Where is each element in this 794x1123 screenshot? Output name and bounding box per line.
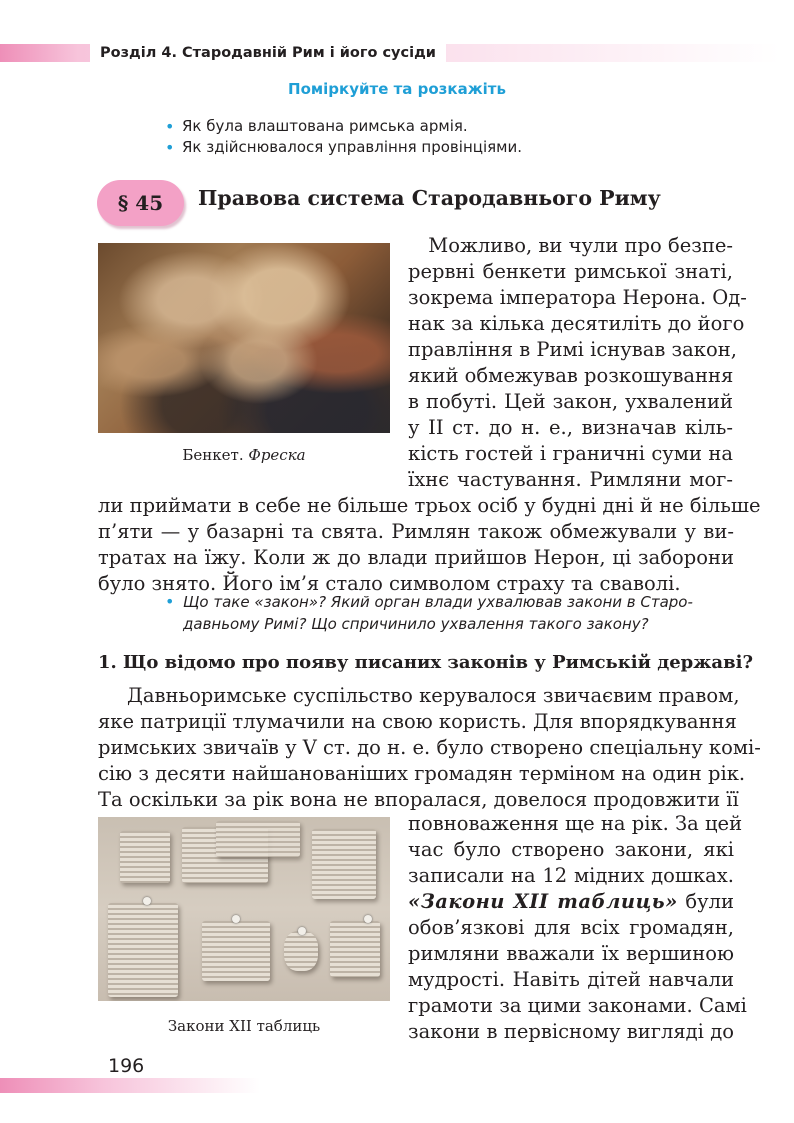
pin-icon xyxy=(364,915,372,923)
text-line: Давньоримське суспільство керувалося звичаєвим правом, xyxy=(127,684,740,707)
text-line: було знято. Його ім’я стало символом страху та сваволі. xyxy=(98,572,681,595)
text-line: закони в первісному вигляді до xyxy=(408,1020,734,1043)
section-badge: § 45 xyxy=(97,180,184,226)
text-line-with-term: «Закони XII таблиць» були xyxy=(408,890,734,913)
text-line: Можливо, ви чули про безпе- xyxy=(428,234,733,257)
figure-caption-tables: Закони XII таблиць xyxy=(167,1017,321,1035)
text-line: грамоти за цими законами. Самі xyxy=(408,994,747,1017)
text-line: Та оскільки за рік вона не впоралася, довелося продовжити її xyxy=(98,788,739,811)
tablet xyxy=(108,903,178,997)
chapter-title: Розділ 4. Стародавній Рим і його сусіди xyxy=(90,44,446,62)
tablet xyxy=(120,831,170,883)
pin-icon xyxy=(143,897,151,905)
bullet-icon: • xyxy=(165,592,175,611)
figure-caption-banquet: Бенкет. Фреска xyxy=(182,446,306,464)
list-item-text: Як здійснювалося управління провінціями. xyxy=(182,138,522,156)
text-line: зокрема імператора Нерона. Од- xyxy=(408,286,747,309)
tablet xyxy=(312,829,376,899)
banquet-fresco-image xyxy=(98,243,390,433)
pin-icon xyxy=(232,915,240,923)
term-twelve-tables: «Закони XII таблиць» xyxy=(408,890,678,913)
page-number: 196 xyxy=(108,1055,145,1077)
tablet xyxy=(202,921,270,981)
section-title: Правова система Стародавнього Риму xyxy=(198,186,661,210)
tablet xyxy=(216,821,300,857)
text-line: час було створено закони, які xyxy=(408,838,734,861)
text-line: обов’язкові для всіх громадян, xyxy=(408,916,734,939)
bullet-icon: • xyxy=(165,138,175,157)
text-line: нак за кілька десятиліть до його xyxy=(408,312,745,335)
text-line: записали на 12 мідних дошках. xyxy=(408,864,734,887)
text-line: римляни вважали їх вершиною xyxy=(408,942,734,965)
text-line: їхнє частування. Римляни мог- xyxy=(408,468,733,491)
text-line: кість гостей і граничні суми на xyxy=(408,442,733,465)
text-line: у II ст. до н. е., визначав кіль- xyxy=(408,416,733,439)
pin-icon xyxy=(298,927,306,935)
text-line: мудрості. Навіть дітей навчали xyxy=(408,968,734,991)
think-list xyxy=(165,116,522,158)
list-item xyxy=(165,137,522,158)
text-line: повноваження ще на рік. За цей xyxy=(408,812,743,835)
tablet xyxy=(330,921,380,977)
think-title: Поміркуйте та розкажіть xyxy=(288,80,506,98)
question-line: Що таке «закон»? Який орган влади ухвалював закони в Старо- xyxy=(183,593,693,611)
text-line: тратах на їжу. Коли ж до влади прийшов Нерон, ці заборони xyxy=(98,546,734,569)
text-line: який обмежував розкошування xyxy=(408,364,734,387)
list-item-text: Як була влаштована римська армія. xyxy=(182,117,468,135)
bullet-icon: • xyxy=(165,117,175,136)
text-line: сію з десяти найшанованіших громадян терміном на один рік. xyxy=(98,762,746,785)
subsection-title: 1. Що відомо про появу писаних законів у Римській державі? xyxy=(98,652,753,673)
text-line: п’яти — у базарні та свята. Римлян також обмежували у ви- xyxy=(98,520,734,543)
text-line: яке патриції тлумачили на свою користь. Для впорядкування xyxy=(98,710,737,733)
text-line: римських звичаїв у V ст. до н. е. було створено спеціальну комі- xyxy=(98,736,761,759)
tablet xyxy=(284,931,318,971)
question-line: давньому Римі? Що спричинило ухвалення такого закону? xyxy=(183,615,649,633)
text-line: ли приймати в себе не більше трьох осіб у будні дні й не більше xyxy=(98,494,761,517)
twelve-tables-image xyxy=(98,817,390,1001)
footer-band xyxy=(0,1078,260,1093)
list-item xyxy=(165,116,522,137)
text-line: рервні бенкети римської знаті, xyxy=(408,260,733,283)
text-line: правління в Римі існував закон, xyxy=(408,338,737,361)
text-line: в побуті. Цей закон, ухвалений xyxy=(408,390,733,413)
